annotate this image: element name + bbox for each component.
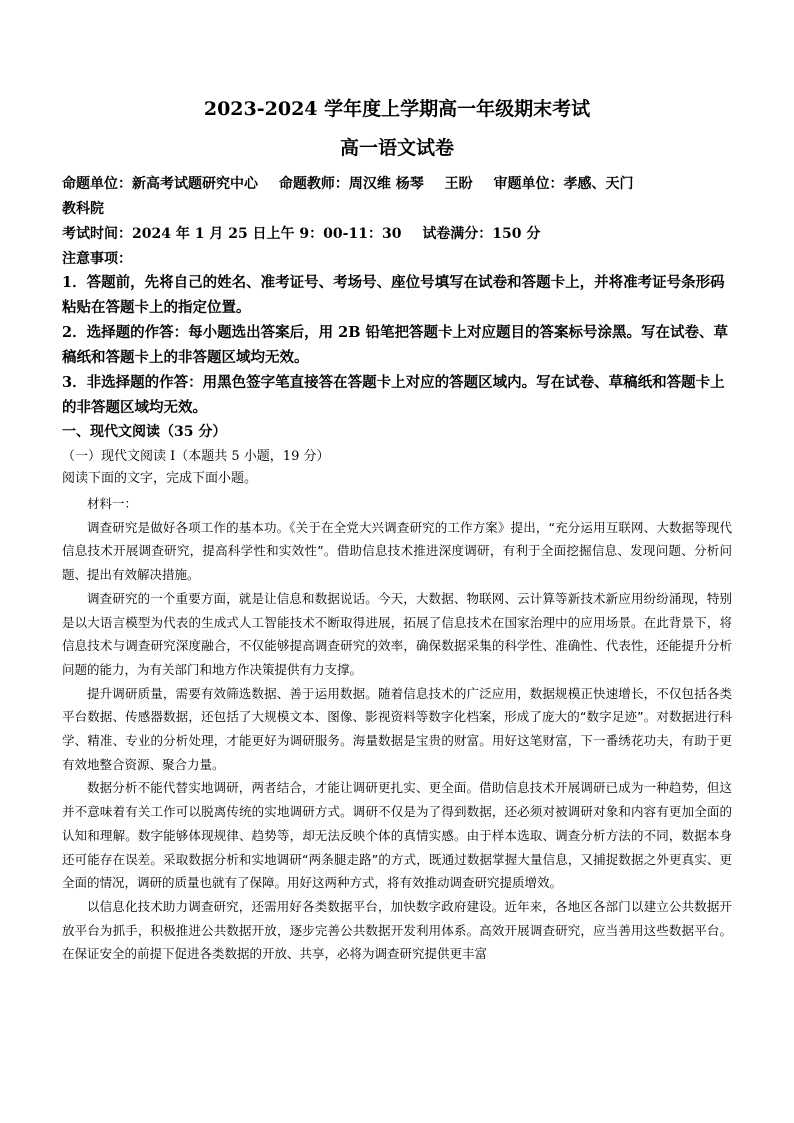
notice-item: 3．非选择题的作答：用黑色签字笔直接答在答题卡上对应的答题区域内。写在试卷、草稿纸和答题卡上的非答题区域均无效。 — [62, 374, 725, 416]
notice-item: 1．答题前，先将自己的姓名、准考证号、考场号、座位号填写在试卷和答题卡上，并将准考证号条形码粘贴在答题卡上的指定位置。 — [62, 274, 725, 316]
material-paragraph: 提升调研质量，需要有效筛选数据、善于运用数据。随着信息技术的广泛应用，数据规模正快速增长，不仅包括各类平台数据、传感器数据，还包括了大规模文本、图像、影视资料等数字化档案，形成了庞大的“数字足迹”。对数据进行科学、精准、专业的分析处理，才能更好为调研服务。海量数据是宝贵的财富。用好这笔财富，下一番绣花功夫，有助于更有效地整合资源、聚合力量。 — [62, 685, 732, 772]
section-subtitle: （一）现代文阅读 I（本题共 5 小题，19 分） — [62, 449, 330, 464]
material-paragraph: 调查研究是做好各项工作的基本功。《关于在全党大兴调查研究的工作方案》提出，“充分运用互联网、大数据等现代信息技术开展调查研究，提高科学性和实效性”。借助信息技术推进深度调研，有利于全面挖掘信息、发现问题、分析问题、提出有效解决措施。 — [62, 519, 732, 583]
section-title: 一、现代文阅读（35 分） — [62, 424, 227, 440]
material-paragraph: 调查研究的一个重要方面，就是让信息和数据说话。今天，大数据、物联网、云计算等新技术新应用纷纷涌现，特别是以大语言模型为代表的生成式人工智能技术不断取得进展，拓展了信息技术在国家治理中的应用场景。在此背景下，将信息技术与调查研究深度融合，不仅能够提高调查研究的效率，确保数据采集的科学性、准确性、代表性，还能提升分析问题的能力，为有关部门和地方作决策提供有力支撑。 — [62, 590, 732, 677]
proposing-teachers: 命题教师：周汉维 杨琴 — [278, 176, 424, 192]
full-score: 试卷满分：150 分 — [422, 226, 541, 242]
notice-heading: 注意事项： — [62, 251, 132, 267]
notice-list — [62, 270, 732, 420]
exam-header-info — [62, 172, 732, 272]
proposing-unit: 命题单位：新高考试题研究中心 — [62, 176, 258, 192]
header-line-1 — [62, 172, 732, 197]
header-line-2: 教科院 — [62, 201, 104, 217]
exam-subtitle: 高一语文试卷 — [339, 137, 454, 159]
reading-instruction: 阅读下面的文字，完成下面小题。 — [62, 471, 258, 486]
exam-time: 考试时间：2024 年 1 月 25 日上午 9：00-11：30 — [62, 226, 402, 242]
exam-title: 2023-2024 学年度上学期高一年级期末考试 — [203, 98, 591, 120]
header-line-3 — [62, 222, 732, 247]
review-unit: 审题单位：孝感、天门 — [493, 176, 634, 192]
material-paragraph: 以信息化技术助力调查研究，还需用好各类数据平台，加快数字政府建设。近年来，各地区各部门以建立公共数据开放平台为抓手，积极推进公共数据开放，逐步完善公共数据开发利用体系。高效开展调查研究，应当善用这些数据平台。在保证安全的前提下促进各类数据的开放、共享，必将为调查研究提供更丰富 — [62, 898, 732, 962]
material-label: 材料一： — [87, 496, 138, 511]
notice-item: 2．选择题的作答：每小题选出答案后，用 2B 铅笔把答题卡上对应题目的答案标号涂黑。写在试卷、草稿纸和答题卡上的非答题区域均无效。 — [62, 324, 729, 366]
material-paragraph: 数据分析不能代替实地调研，两者结合，才能让调研更扎实、更全面。借助信息技术开展调研已成为一种趋势，但这并不意味着有关工作可以脱离传统的实地调研方式。调研不仅是为了得到数据，还必须对被调研对象和内容有更加全面的认知和理解。数字能够体现规律、趋势等，却无法反映个体的真情实感。由于样本选取、调查分析方法的不同，数据本身还可能存在误差。采取数据分析和实地调研“两条腿走路”的方式，既通过数据掌握大量信息，又捕捉数据之外更真实、更全面的情况，调研的质量也就有了保障。用好这两种方式，将有效推动调查研究提质增效。 — [62, 780, 732, 891]
proposing-teacher-extra: 王盼 — [444, 176, 473, 192]
reading-material — [62, 492, 732, 966]
